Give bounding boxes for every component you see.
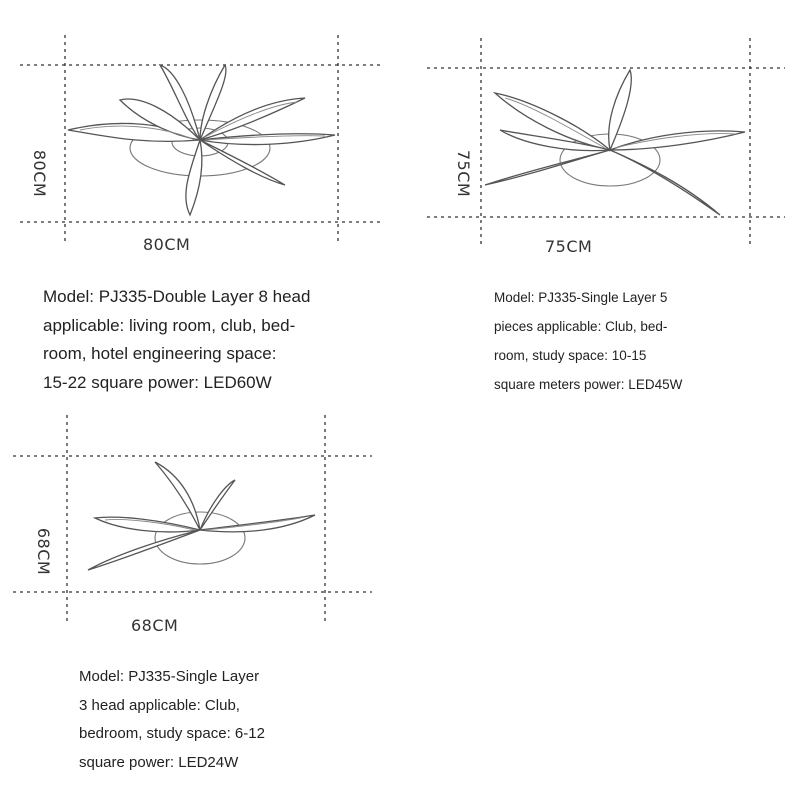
width-dimension-label: 68CM xyxy=(131,616,179,635)
description-line: pieces applicable: Club, bed- xyxy=(494,319,668,334)
description-line: square meters power: LED45W xyxy=(494,377,683,392)
width-dimension-label: 75CM xyxy=(545,237,593,256)
height-dimension-label: 80CM xyxy=(30,149,50,198)
height-dimension-label: 68CM xyxy=(34,527,54,576)
description-line: bedroom, study space: 6-12 xyxy=(79,725,265,743)
description-line: 15-22 square power: LED60W xyxy=(43,372,272,392)
description-line: Model: PJ335-Single Layer xyxy=(79,668,260,685)
lamp-drawing-8-head xyxy=(0,0,400,260)
description-line: applicable: living room, club, bed- xyxy=(43,315,296,335)
height-dimension-label: 75CM xyxy=(454,149,474,198)
lamp-drawing-3-head xyxy=(0,400,400,640)
description-line: 3 head applicable: Club, xyxy=(79,696,240,714)
product-panel-single-layer-3 xyxy=(0,400,400,800)
product-panel-double-layer-8 xyxy=(0,0,400,400)
description-line: square power: LED24W xyxy=(79,754,239,772)
product-panel-single-layer-5 xyxy=(400,0,800,400)
lamp-drawing-5-pieces xyxy=(400,0,800,260)
product-description xyxy=(494,283,682,399)
description-line: Model: PJ335-Single Layer 5 xyxy=(494,290,668,305)
description-line: room, hotel engineering space: xyxy=(43,344,277,363)
product-description xyxy=(43,283,310,397)
description-line: room, study space: 10-15 xyxy=(494,348,647,363)
description-line: Model: PJ335-Double Layer 8 head xyxy=(43,287,311,306)
width-dimension-label: 80CM xyxy=(143,235,191,254)
product-description xyxy=(79,663,265,778)
